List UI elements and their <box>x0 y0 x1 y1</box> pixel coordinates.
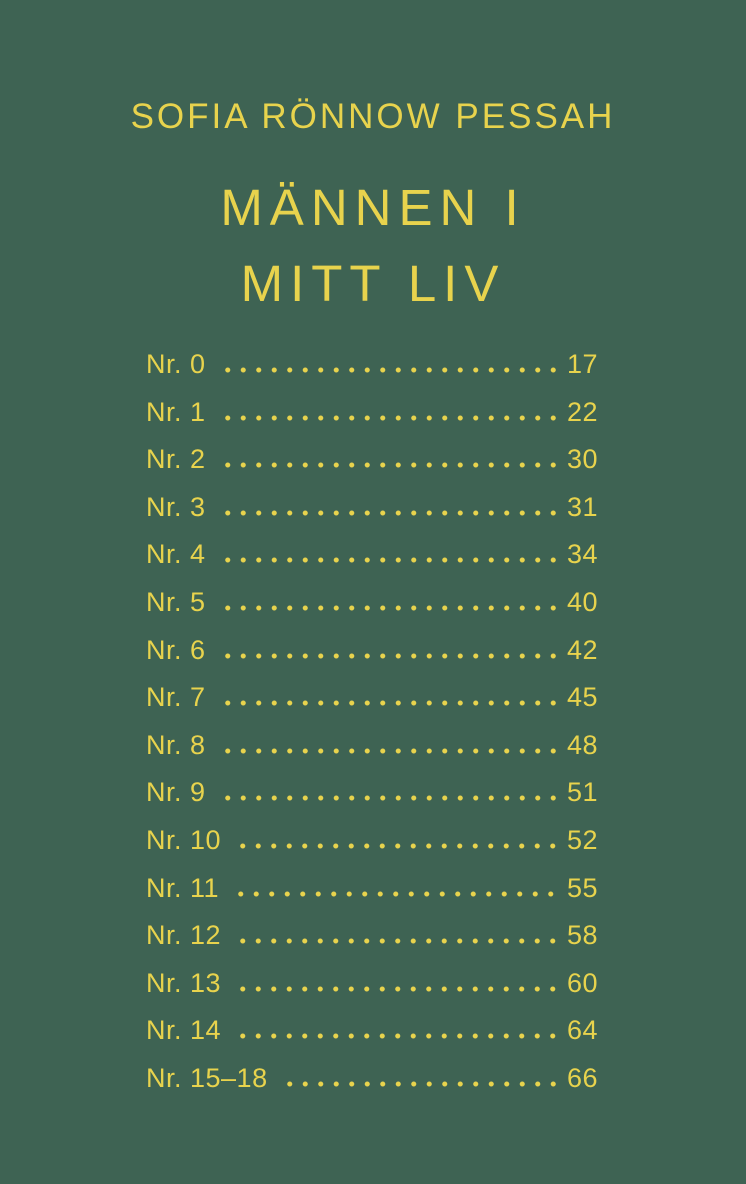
toc-leader-dots <box>218 700 558 706</box>
toc-leader-dots <box>218 557 558 563</box>
book-title-line-2: MITT LIV <box>240 255 506 312</box>
toc-leader-dots <box>218 795 558 801</box>
toc-entry-label: Nr. 1 <box>146 396 206 427</box>
toc-leader-dots <box>280 1081 558 1087</box>
toc-entry <box>146 873 598 921</box>
toc-entry-label: Nr. 13 <box>146 967 222 998</box>
toc-entry-label: Nr. 6 <box>146 634 206 665</box>
toc-entry-label: Nr. 14 <box>146 1015 222 1046</box>
toc-entry-page: 30 <box>566 444 598 475</box>
toc-entry <box>146 682 598 730</box>
toc-entry <box>146 968 598 1016</box>
toc-entry-label: Nr. 8 <box>146 729 206 760</box>
toc-entry-page: 64 <box>566 1015 598 1046</box>
toc-entry-page: 31 <box>566 491 598 522</box>
toc-entry-page: 42 <box>566 634 598 665</box>
toc-leader-dots <box>231 891 558 897</box>
toc-entry-label: Nr. 9 <box>146 777 206 808</box>
toc-leader-dots <box>233 843 558 849</box>
toc-entry <box>146 1015 598 1063</box>
book-title <box>0 170 746 322</box>
toc-entry-label: Nr. 12 <box>146 920 222 951</box>
toc-entry <box>146 635 598 683</box>
toc-entry-page: 40 <box>566 586 598 617</box>
toc-entry <box>146 920 598 968</box>
toc-entry-page: 17 <box>566 349 598 379</box>
toc-entry-label: Nr. 5 <box>146 586 206 617</box>
toc-leader-dots <box>218 462 558 468</box>
toc-entry-page: 60 <box>566 967 598 998</box>
toc-leader-dots <box>218 510 558 516</box>
toc-entry-label: Nr. 10 <box>146 824 222 855</box>
toc-entry-page: 52 <box>566 824 598 855</box>
toc-leader-dots <box>233 1033 558 1039</box>
book-title-line-1: MÄNNEN I <box>220 179 526 236</box>
toc-leader-dots <box>233 986 558 992</box>
toc-entry-label: Nr. 0 <box>146 349 206 379</box>
toc-entry-page: 45 <box>566 682 598 713</box>
toc-leader-dots <box>218 367 558 373</box>
toc-leader-dots <box>218 748 558 754</box>
toc-entry-page: 66 <box>566 1062 598 1093</box>
toc-leader-dots <box>218 653 558 659</box>
toc-entry <box>146 349 598 397</box>
toc-entry-page: 58 <box>566 920 598 951</box>
toc-entry <box>146 730 598 778</box>
toc-entry-label: Nr. 4 <box>146 539 206 570</box>
toc-leader-dots <box>233 938 558 944</box>
toc-entry-page: 51 <box>566 777 598 808</box>
toc-entry <box>146 492 598 540</box>
toc-leader-dots <box>218 605 558 611</box>
toc-entry-page: 55 <box>566 872 598 903</box>
toc-entry <box>146 587 598 635</box>
toc-entry <box>146 825 598 873</box>
toc-entry-label: Nr. 11 <box>146 872 220 903</box>
toc-entry <box>146 1063 598 1111</box>
author-name: SOFIA RÖNNOW PESSAH <box>130 97 616 136</box>
toc-entry <box>146 777 598 825</box>
toc-entry-page: 34 <box>566 539 598 570</box>
toc-entry-label: Nr. 7 <box>146 682 206 713</box>
toc-entry-label: Nr. 3 <box>146 491 206 522</box>
toc-entry <box>146 397 598 445</box>
toc-entry-label: Nr. 2 <box>146 444 206 475</box>
toc-leader-dots <box>218 415 558 421</box>
toc-entry <box>146 539 598 587</box>
toc-entry-label: Nr. 15–18 <box>146 1062 268 1093</box>
toc-entry <box>146 444 598 492</box>
toc-entry-page: 22 <box>566 396 598 427</box>
toc-entry-page: 48 <box>566 729 598 760</box>
table-of-contents <box>146 349 598 1111</box>
